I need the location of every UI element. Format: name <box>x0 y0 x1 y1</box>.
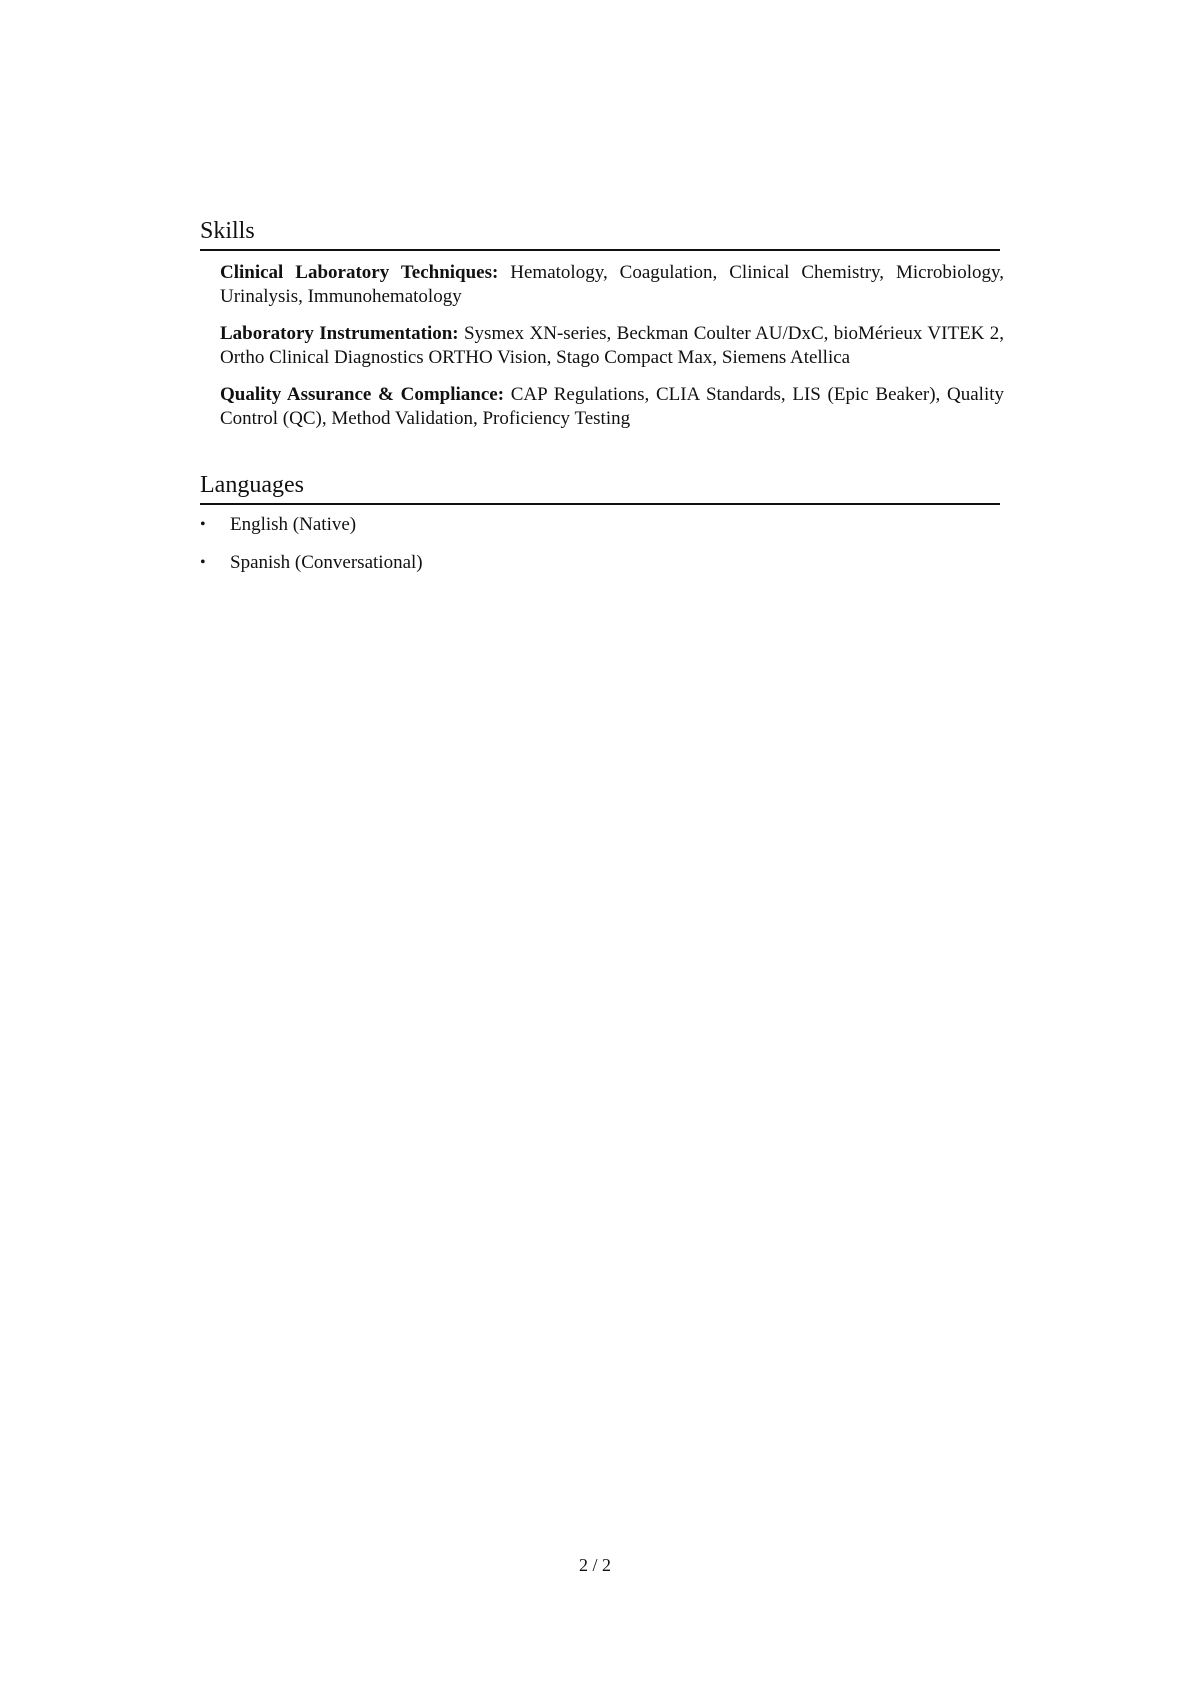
languages-section <box>200 470 1000 589</box>
skill-label: Laboratory Instrumentation: <box>220 323 459 344</box>
skill-entry-instrumentation <box>220 322 1004 370</box>
language-list <box>200 513 1000 575</box>
language-text: Spanish (Conversational) <box>230 552 423 573</box>
bullet-icon: • <box>200 516 206 533</box>
skill-entry-clinical-techniques <box>220 261 1004 309</box>
skill-text: Hematology, Coagulation, Clinical Chemistry, Microbiology, Urinalysis, Immunohematology <box>220 262 1004 307</box>
list-item <box>200 513 1000 537</box>
language-text: English (Native) <box>230 514 357 535</box>
section-title-languages: Languages <box>200 470 1000 505</box>
skills-section <box>200 216 1005 431</box>
skill-label: Quality Assurance & Compliance: <box>220 384 505 405</box>
skill-label: Clinical Laboratory Techniques: <box>220 262 499 283</box>
skill-text: Sysmex XN-series, Beckman Coulter AU/DxC, bioMérieux VITEK 2, Ortho Clinical Diagnostics ORTHO Vision, Stago Compact Max, Siemens Atellica <box>220 323 1004 368</box>
skill-text: CAP Regulations, CLIA Standards, LIS (Epic Beaker), Quality Control (QC), Method Validation, Proficiency Testing <box>220 384 1005 429</box>
section-title-skills: Skills <box>200 216 1000 251</box>
skill-entry-quality-assurance <box>220 383 1004 431</box>
page-number: 2 / 2 <box>578 1555 611 1575</box>
bullet-icon: • <box>200 554 206 571</box>
list-item <box>200 551 1000 575</box>
